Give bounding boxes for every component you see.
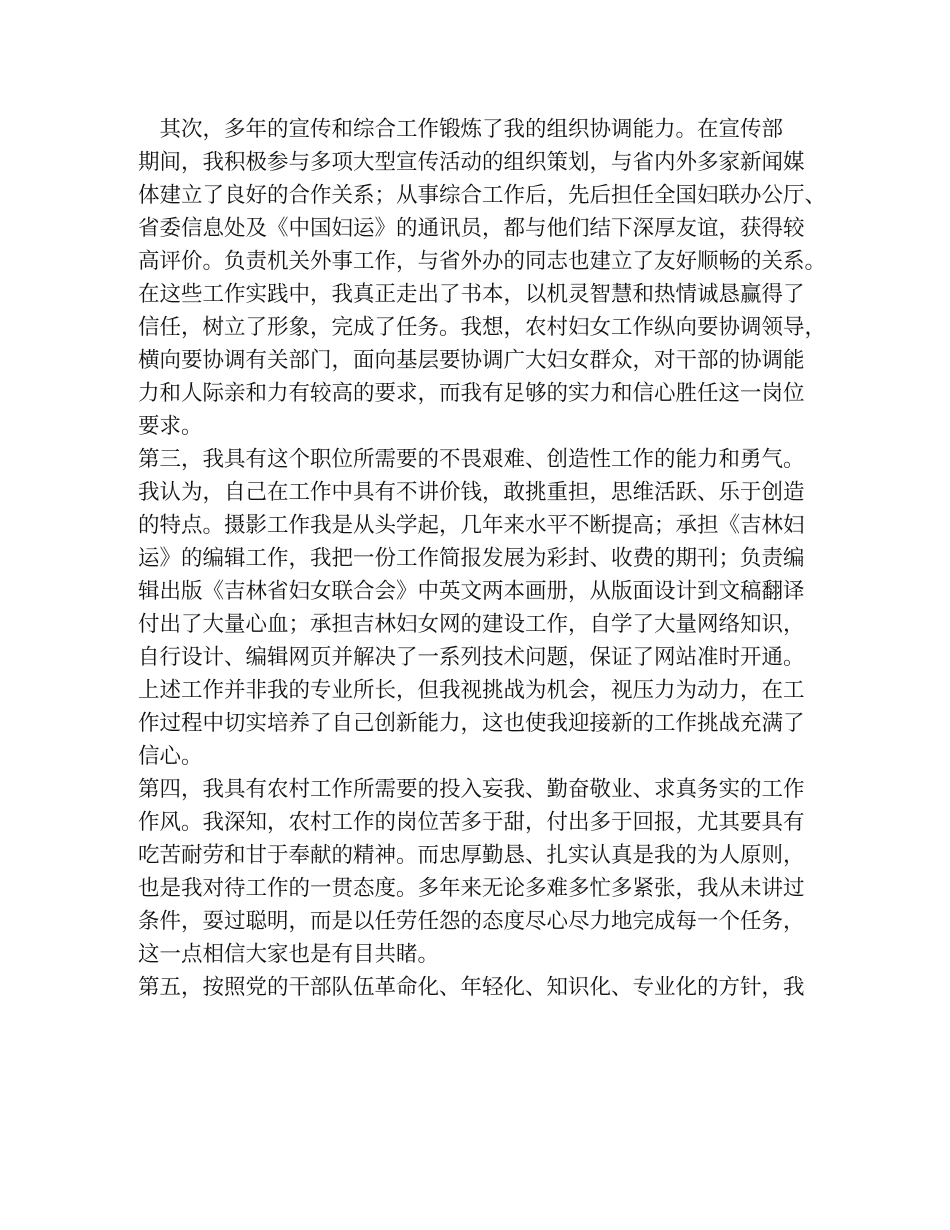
text-line: 省委信息处及《中国妇运》的通讯员，都与他们结下深厚友谊，获得较 [138,216,805,241]
text-line: 第三，我具有这个职位所需要的不畏艰难、创造性工作的能力和勇气。 [138,447,805,472]
text-line: 在这些工作实践中，我真正走出了书本，以机灵智慧和热情诚恳赢得了 [138,282,805,307]
text-line: 的特点。摄影工作我是从头学起，几年来水平不断提高；承担《吉林妇 [138,513,805,538]
text-line: 我认为，自己在工作中具有不讲价钱，敢挑重担，思维活跃、乐于创造 [138,480,805,505]
text-line: 第五，按照党的干部队伍革命化、年轻化、知识化、专业化的方针，我 [138,975,805,1000]
text-line: 期间，我积极参与多项大型宣传活动的组织策划，与省内外多家新闻媒 [138,150,805,175]
text-line: 横向要协调有关部门，面向基层要协调广大妇女群众，对干部的协调能 [138,348,805,373]
text-line: 条件，耍过聪明，而是以任劳任怨的态度尽心尽力地完成每一个任务， [138,909,805,934]
text-line: 其次，多年的宣传和综合工作锻炼了我的组织协调能力。在宣传部 [138,117,784,142]
text-line: 也是我对待工作的一贯态度。多年来无论多难多忙多紧张，我从未讲过 [138,876,805,901]
text-line: 第四，我具有农村工作所需要的投入妄我、勤奋敬业、求真务实的工作 [138,777,805,802]
text-line: 自行设计、编辑网页并解决了一系列技术问题，保证了网站准时开通。 [138,645,805,670]
text-line: 付出了大量心血；承担吉林妇女网的建设工作，自学了大量网络知识， [138,612,805,637]
text-line: 力和人际亲和力有较高的要求，而我有足够的实力和信心胜任这一岗位 [138,381,805,406]
text-line: 这一点相信大家也是有目共睹。 [138,942,440,967]
text-line: 信任，树立了形象，完成了任务。我想，农村妇女工作纵向要协调领导， [138,315,827,340]
text-line: 高评价。负责机关外事工作，与省外办的同志也建立了友好顺畅的关系。 [138,249,827,274]
text-line: 吃苦耐劳和甘于奉献的精神。而忠厚勤恳、扎实认真是我的为人原则， [138,843,805,868]
text-line: 上述工作并非我的专业所长，但我视挑战为机会，视压力为动力，在工 [138,678,805,703]
text-line: 要求。 [138,414,203,439]
text-line: 作风。我深知，农村工作的岗位苦多于甜，付出多于回报，尤其要具有 [138,810,805,835]
text-line: 信心。 [138,744,203,769]
text-line: 体建立了良好的合作关系；从事综合工作后，先后担任全国妇联办公厅、 [138,183,827,208]
text-line: 运》的编辑工作，我把一份工作简报发展为彩封、收费的期刊；负责编 [138,546,805,571]
text-line: 辑出版《吉林省妇女联合会》中英文两本画册，从版面设计到文稿翻译 [138,579,805,604]
text-line: 作过程中切实培养了自己创新能力，这也使我迎接新的工作挑战充满了 [138,711,805,736]
